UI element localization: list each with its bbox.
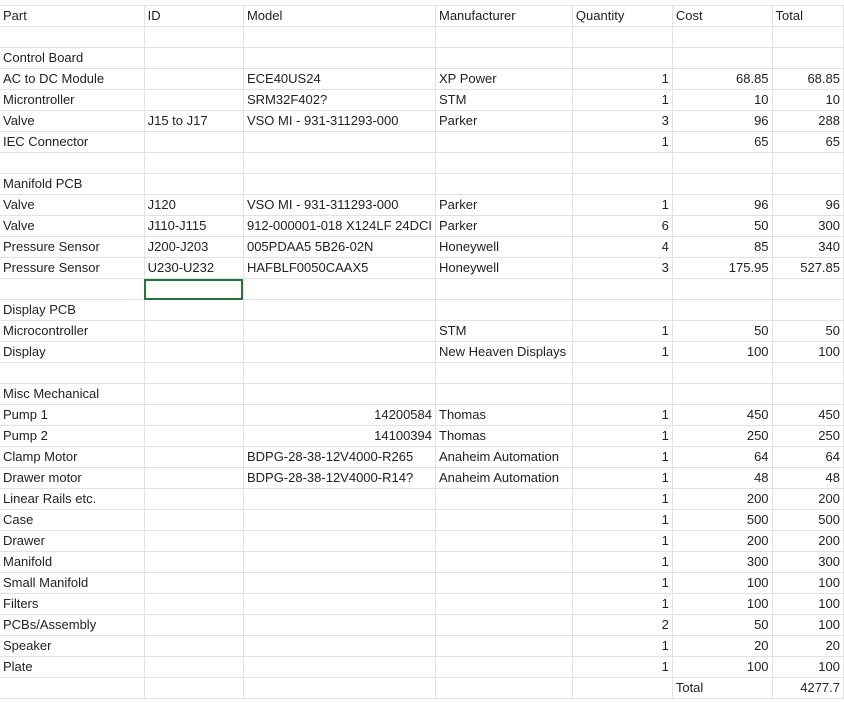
cell-model[interactable] (243, 300, 435, 321)
cell-cost[interactable]: 50 (672, 216, 772, 237)
cell-cost[interactable]: 96 (672, 195, 772, 216)
cell-part[interactable]: Valve (0, 195, 144, 216)
cell-part[interactable]: Misc Mechanical (0, 384, 144, 405)
cell-id[interactable]: U230-U232 (144, 258, 243, 279)
selected-cell[interactable] (144, 279, 243, 300)
cell-id[interactable]: J15 to J17 (144, 111, 243, 132)
table-row (0, 27, 844, 48)
cell-quantity[interactable] (572, 300, 672, 321)
cell-manufacturer[interactable] (436, 27, 573, 48)
cell-part[interactable]: Pressure Sensor (0, 237, 144, 258)
cell-part[interactable]: Drawer (0, 531, 144, 552)
cell-id[interactable] (144, 657, 243, 678)
cell-part[interactable]: Filters (0, 594, 144, 615)
cell-model[interactable] (243, 573, 435, 594)
cell-quantity[interactable] (572, 48, 672, 69)
cell-cost[interactable]: 48 (672, 468, 772, 489)
cell-quantity[interactable]: 3 (572, 258, 672, 279)
cell-model[interactable]: 912-000001-018 X124LF 24DCI (243, 216, 435, 237)
cell-total[interactable] (772, 153, 843, 174)
table-row (0, 594, 844, 615)
cell-model[interactable]: BDPG-28-38-12V4000-R14? (243, 468, 435, 489)
table-row (0, 174, 844, 195)
cell-total[interactable]: 100 (772, 615, 843, 636)
cell-cost[interactable]: 100 (672, 594, 772, 615)
cell-quantity[interactable]: 1 (572, 426, 672, 447)
cell-cost[interactable]: 300 (672, 552, 772, 573)
cell-id[interactable] (144, 363, 243, 384)
table-row (0, 195, 844, 216)
cell-quantity[interactable]: Quantity (572, 6, 672, 27)
table-row (0, 405, 844, 426)
cell-model[interactable]: 005PDAA5 5B26-02N (243, 237, 435, 258)
cell-part[interactable]: Microcontroller (0, 321, 144, 342)
table-row (0, 678, 844, 699)
cell-id[interactable] (144, 300, 243, 321)
cell-quantity[interactable]: 1 (572, 489, 672, 510)
cell-model[interactable] (243, 531, 435, 552)
cell-model[interactable]: VSO MI - 931-311293-000 (243, 195, 435, 216)
table-row (0, 657, 844, 678)
cell-total[interactable]: 450 (772, 405, 843, 426)
cell-part[interactable]: Display PCB (0, 300, 144, 321)
cell-cost[interactable] (672, 384, 772, 405)
table-row (0, 468, 844, 489)
cell-manufacturer[interactable]: STM (436, 321, 573, 342)
cell-model[interactable] (243, 636, 435, 657)
cell-total[interactable]: 100 (772, 594, 843, 615)
table-row (0, 111, 844, 132)
cell-manufacturer[interactable]: Parker (436, 195, 573, 216)
cell-cost[interactable]: 175.95 (672, 258, 772, 279)
cell-part[interactable]: AC to DC Module (0, 69, 144, 90)
cell-part[interactable] (0, 678, 144, 699)
cell-manufacturer[interactable] (436, 573, 573, 594)
cell-part[interactable]: Manifold (0, 552, 144, 573)
cell-cost[interactable]: 50 (672, 321, 772, 342)
cell-id[interactable] (144, 552, 243, 573)
cell-cost[interactable]: 500 (672, 510, 772, 531)
cell-total[interactable]: 200 (772, 489, 843, 510)
cell-manufacturer[interactable] (436, 48, 573, 69)
cell-part[interactable]: Linear Rails etc. (0, 489, 144, 510)
cell-total[interactable]: 65 (772, 132, 843, 153)
cell-manufacturer[interactable] (436, 174, 573, 195)
cell-manufacturer[interactable]: STM (436, 90, 573, 111)
cell-manufacturer[interactable]: Parker (436, 111, 573, 132)
table-row (0, 489, 844, 510)
cell-cost[interactable] (672, 153, 772, 174)
cell-manufacturer[interactable] (436, 489, 573, 510)
cell-model[interactable] (243, 153, 435, 174)
cell-model[interactable]: ECE40US24 (243, 69, 435, 90)
cell-cost[interactable] (672, 363, 772, 384)
cell-manufacturer[interactable] (436, 615, 573, 636)
cell-total[interactable] (772, 363, 843, 384)
cell-part[interactable]: Drawer motor (0, 468, 144, 489)
cell-cost[interactable]: Total (672, 678, 772, 699)
cell-manufacturer[interactable]: Honeywell (436, 258, 573, 279)
cell-total[interactable]: 4277.7 (772, 678, 843, 699)
cell-id[interactable] (144, 468, 243, 489)
cell-quantity[interactable]: 1 (572, 195, 672, 216)
cell-quantity[interactable] (572, 678, 672, 699)
table-row (0, 363, 844, 384)
cell-part[interactable]: Plate (0, 657, 144, 678)
cell-quantity[interactable]: 6 (572, 216, 672, 237)
cell-quantity[interactable]: 1 (572, 594, 672, 615)
cell-total[interactable] (772, 27, 843, 48)
cell-model[interactable]: 14200584 (243, 405, 435, 426)
cell-total[interactable]: 100 (772, 657, 843, 678)
cell-id[interactable] (144, 342, 243, 363)
table-row (0, 69, 844, 90)
table-row (0, 300, 844, 321)
table-row (0, 342, 844, 363)
cell-cost[interactable] (672, 279, 772, 300)
cell-cost[interactable] (672, 174, 772, 195)
cell-total[interactable]: 96 (772, 195, 843, 216)
cell-part[interactable]: Manifold PCB (0, 174, 144, 195)
table-row (0, 90, 844, 111)
cell-cost[interactable]: 50 (672, 615, 772, 636)
cell-model[interactable] (243, 321, 435, 342)
cell-manufacturer[interactable] (436, 657, 573, 678)
cell-manufacturer[interactable] (436, 132, 573, 153)
cell-cost[interactable]: 250 (672, 426, 772, 447)
cell-quantity[interactable]: 1 (572, 468, 672, 489)
cell-part[interactable]: Case (0, 510, 144, 531)
cell-manufacturer[interactable]: XP Power (436, 69, 573, 90)
cell-quantity[interactable]: 1 (572, 405, 672, 426)
cell-model[interactable] (243, 594, 435, 615)
cell-total[interactable]: 340 (772, 237, 843, 258)
cell-quantity[interactable]: 1 (572, 531, 672, 552)
cell-id[interactable] (144, 615, 243, 636)
cell-cost[interactable]: 96 (672, 111, 772, 132)
cell-quantity[interactable]: 1 (572, 447, 672, 468)
cell-id[interactable]: J200-J203 (144, 237, 243, 258)
cell-id[interactable] (144, 426, 243, 447)
cell-manufacturer[interactable]: New Heaven Displays (436, 342, 573, 363)
cell-total[interactable]: 64 (772, 447, 843, 468)
cell-quantity[interactable]: 4 (572, 237, 672, 258)
cell-part[interactable] (0, 27, 144, 48)
spreadsheet-grid[interactable] (0, 5, 844, 699)
cell-model[interactable] (243, 279, 435, 300)
cell-id[interactable] (144, 48, 243, 69)
cell-model[interactable] (243, 678, 435, 699)
table-row (0, 48, 844, 69)
cell-part[interactable]: Pressure Sensor (0, 258, 144, 279)
cell-manufacturer[interactable] (436, 636, 573, 657)
cell-model[interactable]: VSO MI - 931-311293-000 (243, 111, 435, 132)
cell-id[interactable] (144, 321, 243, 342)
cell-part[interactable]: Pump 2 (0, 426, 144, 447)
cell-cost[interactable]: 68.85 (672, 69, 772, 90)
cell-part[interactable]: Speaker (0, 636, 144, 657)
cell-cost[interactable] (672, 48, 772, 69)
cell-total[interactable]: 48 (772, 468, 843, 489)
cell-model[interactable]: Model (243, 6, 435, 27)
cell-total[interactable]: 10 (772, 90, 843, 111)
cell-part[interactable]: Clamp Motor (0, 447, 144, 468)
cell-cost[interactable]: 65 (672, 132, 772, 153)
table-row (0, 237, 844, 258)
cell-model[interactable] (243, 48, 435, 69)
cell-quantity[interactable]: 1 (572, 90, 672, 111)
cell-total[interactable] (772, 279, 843, 300)
cell-manufacturer[interactable] (436, 279, 573, 300)
table-row (0, 132, 844, 153)
cell-part[interactable] (0, 279, 144, 300)
cell-part[interactable]: Microntroller (0, 90, 144, 111)
cell-quantity[interactable]: 1 (572, 69, 672, 90)
cell-quantity[interactable]: 1 (572, 657, 672, 678)
cell-cost[interactable]: 450 (672, 405, 772, 426)
cell-id[interactable] (144, 678, 243, 699)
table-row (0, 552, 844, 573)
table-row (0, 447, 844, 468)
cell-model[interactable] (243, 384, 435, 405)
cell-manufacturer[interactable]: Thomas (436, 426, 573, 447)
cell-quantity[interactable] (572, 363, 672, 384)
cell-part[interactable]: Small Manifold (0, 573, 144, 594)
cell-total[interactable]: 500 (772, 510, 843, 531)
table-row (0, 615, 844, 636)
cell-cost[interactable] (672, 300, 772, 321)
cell-part[interactable]: IEC Connector (0, 132, 144, 153)
cell-total[interactable]: 300 (772, 552, 843, 573)
cell-quantity[interactable]: 1 (572, 510, 672, 531)
cell-total[interactable]: 50 (772, 321, 843, 342)
cell-total[interactable]: 68.85 (772, 69, 843, 90)
cell-cost[interactable]: 10 (672, 90, 772, 111)
cell-model[interactable] (243, 615, 435, 636)
cell-manufacturer[interactable] (436, 510, 573, 531)
cell-total[interactable]: 300 (772, 216, 843, 237)
cell-part[interactable]: PCBs/Assembly (0, 615, 144, 636)
table-row (0, 258, 844, 279)
table-row (0, 573, 844, 594)
cell-part[interactable]: Part (0, 6, 144, 27)
cell-quantity[interactable] (572, 174, 672, 195)
cell-manufacturer[interactable]: Parker (436, 216, 573, 237)
cell-quantity[interactable] (572, 279, 672, 300)
cell-quantity[interactable]: 1 (572, 342, 672, 363)
cell-manufacturer[interactable] (436, 594, 573, 615)
table-row (0, 384, 844, 405)
table-row (0, 279, 844, 300)
cell-quantity[interactable]: 2 (572, 615, 672, 636)
cell-cost[interactable]: 100 (672, 342, 772, 363)
cell-id[interactable] (144, 405, 243, 426)
cell-total[interactable]: 100 (772, 573, 843, 594)
cell-total[interactable]: 100 (772, 342, 843, 363)
cell-manufacturer[interactable]: Manufacturer (436, 6, 573, 27)
cell-model[interactable]: 14100394 (243, 426, 435, 447)
cell-total[interactable]: 200 (772, 531, 843, 552)
cell-id[interactable] (144, 636, 243, 657)
cell-cost[interactable]: 100 (672, 573, 772, 594)
cell-manufacturer[interactable]: Anaheim Automation (436, 447, 573, 468)
cell-cost[interactable]: 64 (672, 447, 772, 468)
cell-id[interactable] (144, 489, 243, 510)
cell-part[interactable] (0, 363, 144, 384)
table-row (0, 426, 844, 447)
cell-model[interactable]: SRM32F402? (243, 90, 435, 111)
cell-model[interactable] (243, 510, 435, 531)
cell-manufacturer[interactable] (436, 153, 573, 174)
cell-cost[interactable]: 100 (672, 657, 772, 678)
cell-id[interactable] (144, 447, 243, 468)
cell-id[interactable] (144, 69, 243, 90)
cell-model[interactable] (243, 174, 435, 195)
cell-part[interactable] (0, 153, 144, 174)
cell-model[interactable] (243, 552, 435, 573)
cell-id[interactable]: ID (144, 6, 243, 27)
cell-part[interactable]: Control Board (0, 48, 144, 69)
cell-id[interactable]: J120 (144, 195, 243, 216)
cell-total[interactable]: 288 (772, 111, 843, 132)
cell-model[interactable] (243, 489, 435, 510)
cell-id[interactable] (144, 384, 243, 405)
table-row (0, 636, 844, 657)
cell-model[interactable]: BDPG-28-38-12V4000-R265 (243, 447, 435, 468)
cell-cost[interactable]: 20 (672, 636, 772, 657)
cell-model[interactable] (243, 657, 435, 678)
cell-quantity[interactable]: 1 (572, 132, 672, 153)
cell-id[interactable] (144, 594, 243, 615)
cell-cost[interactable] (672, 27, 772, 48)
cell-manufacturer[interactable] (436, 384, 573, 405)
cell-quantity[interactable] (572, 384, 672, 405)
cell-model[interactable] (243, 342, 435, 363)
cell-part[interactable]: Valve (0, 216, 144, 237)
cell-cost[interactable]: 85 (672, 237, 772, 258)
table-row (0, 531, 844, 552)
cell-quantity[interactable]: 1 (572, 321, 672, 342)
cell-quantity[interactable] (572, 153, 672, 174)
cell-model[interactable] (243, 363, 435, 384)
table-row (0, 321, 844, 342)
cell-manufacturer[interactable] (436, 363, 573, 384)
cell-manufacturer[interactable]: Anaheim Automation (436, 468, 573, 489)
cell-cost[interactable]: Cost (672, 6, 772, 27)
cell-manufacturer[interactable]: Honeywell (436, 237, 573, 258)
cell-total[interactable]: 527.85 (772, 258, 843, 279)
cell-part[interactable]: Display (0, 342, 144, 363)
cell-manufacturer[interactable] (436, 531, 573, 552)
table-row (0, 153, 844, 174)
cell-cost[interactable]: 200 (672, 489, 772, 510)
cell-total[interactable] (772, 384, 843, 405)
cell-id[interactable] (144, 27, 243, 48)
cell-quantity[interactable]: 1 (572, 573, 672, 594)
cell-total[interactable]: Total (772, 6, 843, 27)
cell-manufacturer[interactable] (436, 552, 573, 573)
cell-model[interactable] (243, 132, 435, 153)
cell-manufacturer[interactable]: Thomas (436, 405, 573, 426)
cell-id[interactable] (144, 132, 243, 153)
cell-id[interactable] (144, 153, 243, 174)
cell-part[interactable]: Pump 1 (0, 405, 144, 426)
cell-quantity[interactable] (572, 27, 672, 48)
cell-total[interactable] (772, 300, 843, 321)
cell-id[interactable] (144, 510, 243, 531)
cell-total[interactable] (772, 174, 843, 195)
cell-total[interactable]: 250 (772, 426, 843, 447)
cell-id[interactable] (144, 174, 243, 195)
cell-quantity[interactable]: 1 (572, 636, 672, 657)
table-row (0, 216, 844, 237)
cell-model[interactable] (243, 27, 435, 48)
cell-total[interactable] (772, 48, 843, 69)
cell-cost[interactable]: 200 (672, 531, 772, 552)
cell-part[interactable]: Valve (0, 111, 144, 132)
cell-id[interactable]: J110-J115 (144, 216, 243, 237)
cell-id[interactable] (144, 531, 243, 552)
cell-manufacturer[interactable] (436, 300, 573, 321)
cell-manufacturer[interactable] (436, 678, 573, 699)
cell-id[interactable] (144, 90, 243, 111)
cell-id[interactable] (144, 573, 243, 594)
cell-quantity[interactable]: 3 (572, 111, 672, 132)
cell-model[interactable]: HAFBLF0050CAAX5 (243, 258, 435, 279)
cell-total[interactable]: 20 (772, 636, 843, 657)
cell-quantity[interactable]: 1 (572, 552, 672, 573)
header-row (0, 6, 844, 27)
table-row (0, 510, 844, 531)
